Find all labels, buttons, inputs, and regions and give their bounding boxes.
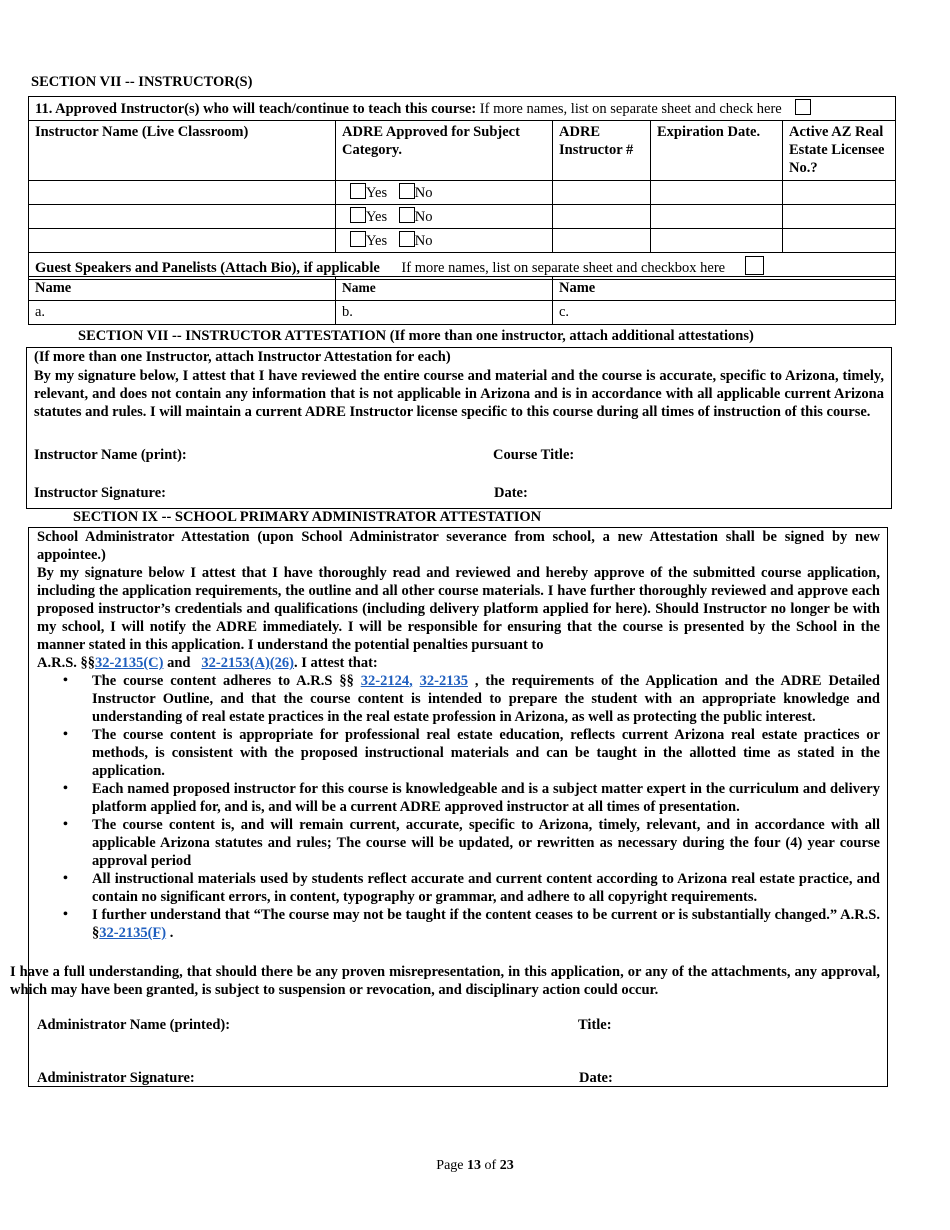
administrator-attestation-box bbox=[10, 527, 888, 1087]
expiration-date-cell[interactable] bbox=[651, 205, 783, 229]
yes-label: Yes bbox=[366, 185, 388, 201]
instructor-number-cell[interactable] bbox=[553, 205, 651, 229]
page-number: 13 bbox=[467, 1158, 482, 1173]
of-word: of bbox=[484, 1158, 497, 1173]
guest-name-header: Name bbox=[336, 277, 553, 301]
section9-heading: SECTION IX -- SCHOOL PRIMARY ADMINISTRATOR ATTESTATION bbox=[73, 509, 542, 525]
attestation-body: By my signature below, I attest that I have reviewed the entire course and material and the course is accurate, specific to Arizona, timely, relevant, and does not contain any information that is not applicable in Arizona and is in accordance with all applicable current Arizona statutes and rules. I will maintain a current ADRE Instructor license specific to this course during all times of instruction of this course. bbox=[34, 368, 884, 420]
attestation-box bbox=[26, 347, 892, 509]
table-row bbox=[29, 181, 896, 205]
instructor-date-label: Date: bbox=[494, 485, 528, 501]
q11-note: If more names, list on separate sheet and check here bbox=[479, 101, 782, 117]
guest-name-cell-a[interactable]: a. bbox=[29, 301, 336, 325]
yes-label: Yes bbox=[366, 233, 388, 249]
guest-name-cell-c[interactable]: c. bbox=[553, 301, 896, 325]
list-item: • The course content is appropriate for professional real estate education, reflects current Arizona real estate practices or methods, is consistent with the proposed instructional materials and can be taught in the allotted time as stated in the application. bbox=[32, 726, 880, 780]
instructor-name-cell[interactable] bbox=[29, 229, 336, 253]
subject-category-cell bbox=[336, 229, 553, 253]
bullet6-post: . bbox=[169, 925, 174, 941]
q11-label: 11. Approved Instructor(s) who will teach/continue to teach this course: bbox=[35, 101, 477, 117]
page-footer bbox=[0, 1158, 950, 1174]
and-text: and bbox=[167, 655, 191, 671]
admin-signature-label: Administrator Signature: bbox=[37, 1070, 195, 1086]
guest-label: Guest Speakers and Panelists (Attach Bio), if applicable bbox=[35, 260, 380, 276]
licensee-cell[interactable] bbox=[783, 229, 896, 253]
statute-link-32-2135[interactable]: 32-2135 bbox=[419, 673, 468, 689]
expiration-date-cell[interactable] bbox=[651, 229, 783, 253]
guest-note: If more names, list on separate sheet and checkbox here bbox=[401, 260, 726, 276]
ars-line bbox=[37, 654, 378, 672]
licensee-cell[interactable] bbox=[783, 205, 896, 229]
no-label: No bbox=[414, 185, 433, 201]
guest-names-table bbox=[28, 276, 896, 325]
licensee-cell[interactable] bbox=[783, 181, 896, 205]
instructor-number-cell[interactable] bbox=[553, 229, 651, 253]
bullet1-post: , the requirements of the Application and the ADRE Detailed Instructor Outline, and that the course content is intended to prepare the student with an appropriate knowledge and understanding of real estate practices in the real estate profession in Arizona, as well as protecting the public interest. bbox=[92, 673, 880, 725]
list-item: • Each named proposed instructor for this course is knowledgeable and is a subject matter expert in the curriculum and delivery platform applied for, and is, and will be a current ADRE approved instructor at all times of presentation. bbox=[32, 780, 880, 816]
col-header-instructor-name: Instructor Name (Live Classroom) bbox=[29, 121, 336, 181]
admin-name-label: Administrator Name (printed): bbox=[37, 1017, 231, 1033]
statute-link-32-2153a26[interactable]: 32-2153(A)(26) bbox=[201, 655, 294, 671]
statute-link-32-2135c[interactable]: 32-2135(C) bbox=[95, 655, 164, 671]
list-item: • The course content is, and will remain current, accurate, specific to Arizona, timely, relevant, and in accordance with all applicable Arizona statutes and rules; The course will be updated, or rewritten as necessary during the four (4) year course approval period bbox=[32, 816, 880, 870]
bullet6-pre: I further understand that “The course may not be taught if the content ceases to be current or is substantially changed.” A.R.S. § bbox=[92, 907, 880, 941]
yes-checkbox[interactable] bbox=[350, 207, 366, 223]
page-total: 23 bbox=[499, 1158, 514, 1173]
bullet1-pre: The course content adheres to A.R.S §§ bbox=[92, 673, 354, 689]
statute-link-32-2135f[interactable]: 32-2135(F) bbox=[99, 925, 167, 941]
link-separator: , bbox=[409, 673, 413, 689]
admin-body: By my signature below I attest that I have thoroughly read and reviewed and hereby approve of the submitted course application, including the application requirements, the outline and all other course materials. I have further thoroughly reviewed and approve each proposed instructor’s credentials and qualifications (including delivery platform applied for here). Should Instructor no longer be with my school, I will notify the ADRE immediately. I will be responsible for ensuring that the course is presented by the School in the manner stated in this application. I understand the potential penalties pursuant to bbox=[37, 565, 880, 653]
col-header-active-licensee: Active AZ Real Estate Licensee No.? bbox=[783, 121, 896, 181]
yes-checkbox[interactable] bbox=[350, 231, 366, 247]
subject-category-cell bbox=[336, 205, 553, 229]
admin-date-label: Date: bbox=[579, 1070, 613, 1086]
subject-category-cell bbox=[336, 181, 553, 205]
page-word: Page bbox=[436, 1158, 464, 1173]
yes-checkbox[interactable] bbox=[350, 183, 366, 199]
guest-name-header: Name bbox=[29, 277, 336, 301]
admin-closing: I have a full understanding, that should there be any proven misrepresentation, in this application, or any of the attachments, any approval, which may have been granted, is subject to suspension or revocation, and disciplinary action could occur. bbox=[10, 964, 880, 998]
no-checkbox[interactable] bbox=[399, 183, 415, 199]
yes-label: Yes bbox=[366, 209, 388, 225]
no-label: No bbox=[414, 233, 433, 249]
list-item bbox=[32, 672, 880, 726]
instructor-table bbox=[28, 96, 896, 280]
instructor-number-cell[interactable] bbox=[553, 181, 651, 205]
col-header-expiration-date: Expiration Date. bbox=[651, 121, 783, 181]
list-item: • All instructional materials used by students reflect accurate and current content according to Arizona real estate practice, and contain no significant errors, in content, typography or grammar, and adhere to all copyright requirements. bbox=[32, 870, 880, 906]
instructor-name-cell[interactable] bbox=[29, 181, 336, 205]
attestation-heading: SECTION VII -- INSTRUCTOR ATTESTATION (If more than one instructor, attach additional attestations) bbox=[78, 328, 754, 344]
instructor-signature-label: Instructor Signature: bbox=[34, 485, 166, 501]
attestation-bullets bbox=[32, 672, 880, 942]
ars-prefix: A.R.S. §§ bbox=[37, 655, 96, 671]
guest-name-cell-b[interactable]: b. bbox=[336, 301, 553, 325]
col-header-instructor-number: ADRE Instructor # bbox=[553, 121, 651, 181]
expiration-date-cell[interactable] bbox=[651, 181, 783, 205]
instructor-name-cell[interactable] bbox=[29, 205, 336, 229]
admin-intro: School Administrator Attestation (upon School Administrator severance from school, a new Attestation shall be signed by new appointee.) bbox=[37, 529, 880, 563]
no-checkbox[interactable] bbox=[399, 207, 415, 223]
guest-name-header: Name bbox=[553, 277, 896, 301]
more-guests-checkbox[interactable] bbox=[745, 256, 764, 275]
attestation-line1: (If more than one Instructor, attach Instructor Attestation for each) bbox=[34, 349, 451, 365]
more-instructors-checkbox[interactable] bbox=[795, 99, 811, 115]
no-label: No bbox=[414, 209, 433, 225]
col-header-subject-category: ADRE Approved for Subject Category. bbox=[336, 121, 553, 181]
q11-row bbox=[29, 97, 896, 121]
table-row bbox=[29, 301, 896, 325]
no-checkbox[interactable] bbox=[399, 231, 415, 247]
attest-text: . I attest that: bbox=[294, 655, 378, 671]
list-item bbox=[32, 906, 880, 942]
table-row bbox=[29, 205, 896, 229]
section7-heading: SECTION VII -- INSTRUCTOR(S) bbox=[31, 74, 253, 90]
course-title-label: Course Title: bbox=[493, 447, 575, 463]
admin-title-label: Title: bbox=[578, 1017, 612, 1033]
statute-link-32-2124[interactable]: 32-2124 bbox=[360, 673, 410, 689]
instructor-name-label: Instructor Name (print): bbox=[34, 447, 187, 463]
table-row bbox=[29, 229, 896, 253]
